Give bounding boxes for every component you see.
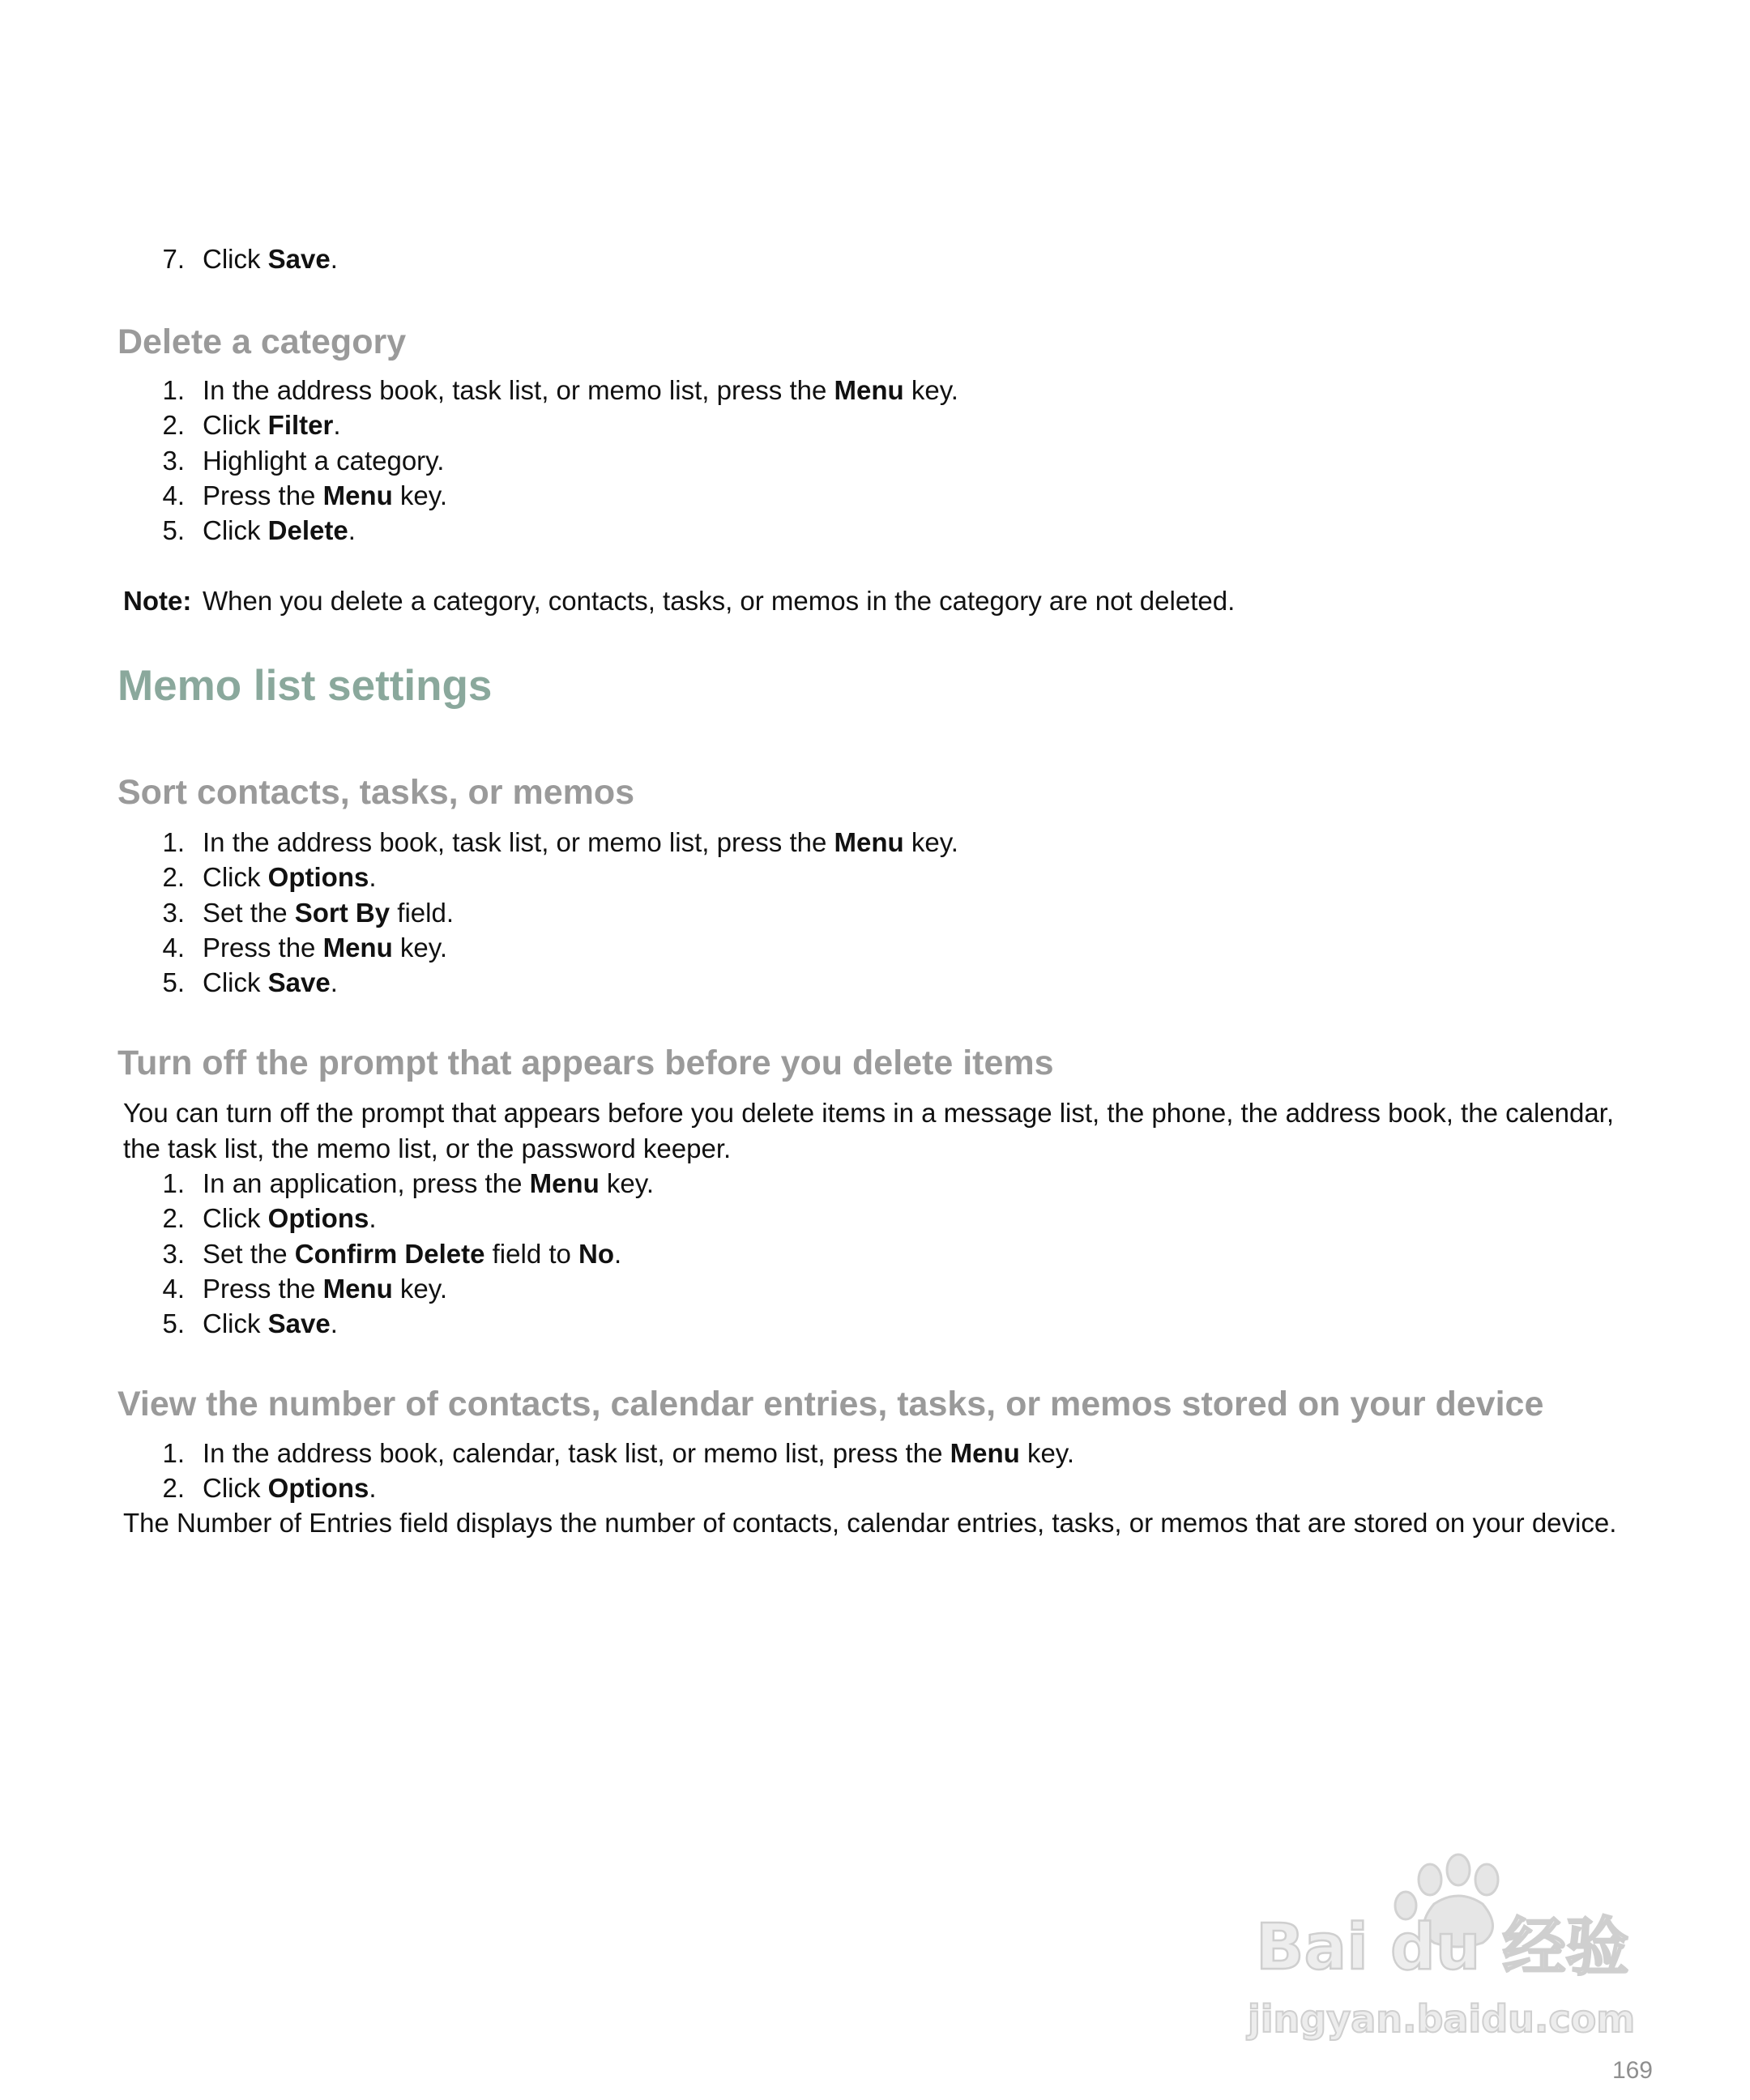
heading-delete-category: Delete a category (117, 322, 407, 361)
heading-memo-list-settings: Memo list settings (117, 662, 493, 710)
step-number: 7. (162, 244, 185, 274)
heading-turn-off-prompt: Turn off the prompt that appears before you delete items (117, 1044, 1054, 1082)
baidu-paw-logo-icon (1240, 1847, 1669, 2058)
prompt-intro: You can turn off the prompt that appears before you delete items in a message list, the phone, the address book, the calendar, the task list, the memo list, or the password keeper. (123, 1098, 1615, 1163)
note-label: Note: (123, 586, 192, 616)
view-result: The Number of Entries field displays the number of contacts, calendar entries, tasks, or memos that are stored on your device. (123, 1508, 1617, 1538)
page-number: 169 (1611, 2057, 1653, 2084)
svg-text:jingyan.baidu.com: jingyan.baidu.com (1248, 1997, 1636, 2041)
step-text: Click Save. (203, 244, 338, 274)
heading-view-number: View the number of contacts, calendar entries, tasks, or memos stored on your device (117, 1385, 1544, 1423)
note (123, 583, 1236, 619)
svg-text:Bai du 经验: Bai du 经验 (1256, 1911, 1629, 1984)
baidu-watermark (1240, 1847, 1669, 2058)
note-text: When you delete a category, contacts, tasks, or memos in the category are not deleted. (203, 586, 1236, 616)
heading-sort: Sort contacts, tasks, or memos (117, 773, 635, 812)
document-page: 7. Click Save. Delete a category 1. In the address book, task list, or memo list, press the Menu key. 2. Click Filter. 3. Highlight a category. 4. Press the Menu key. 5. Click Delete. Note: When you delete a category, contacts, tasks, or memos in the category are not deleted. Memo list settings Sort contacts, tasks, or memos 1. In the address book, task list, or memo list, press the Menu key. 2. Click Options. 3. Set the Sort By field. 4. Press the Menu key. 5. Click Save. Turn off the prompt that appears before you delete items You can turn off the prompt that appears before you delete items in a message list, the phone, the address book, the calendar, the task list, the memo list, or the password keeper. 1. In an application, press the Menu key. 2. Click Options. 3. Set the Confirm Delete field to No. 4. Press the Menu key. 5. Click Save. View the number of contacts, calendar entries, tasks, or memos stored on your device 1. In the address book, calendar, task list, or memo list, press the Menu key. 2. Click Options. The Number of Entries field displays the number of contacts, calendar entries, tasks, or memos that are stored on your device. Bai du 经验 jingyan.baidu.com 169 (0, 0, 1750, 2100)
